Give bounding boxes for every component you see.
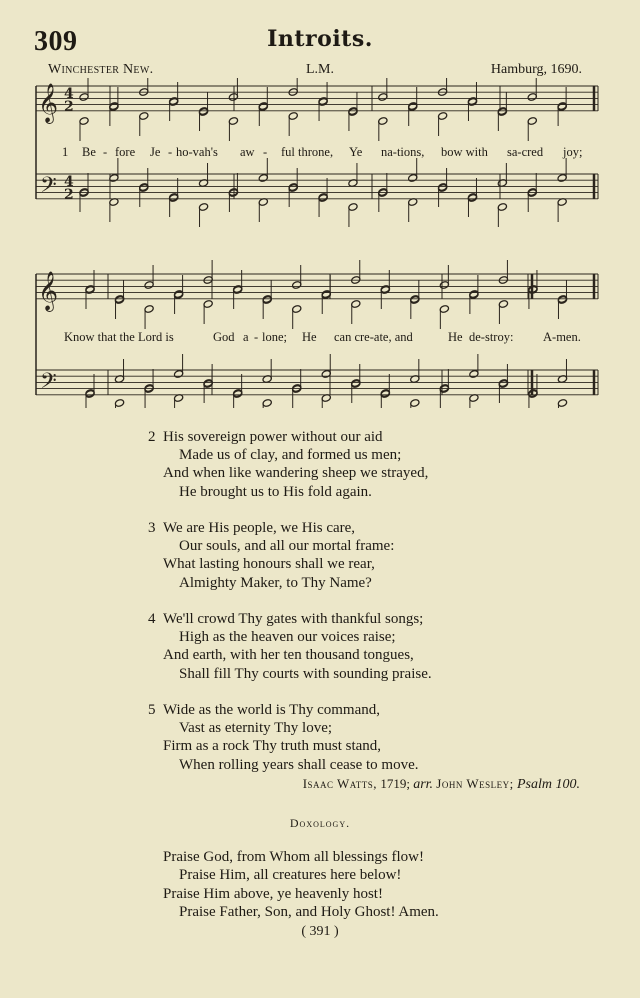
lyric-syllable: sa-cred: [507, 145, 544, 159]
composer: Hamburg, 1690.: [490, 62, 582, 77]
lyric-syllable: Ye: [349, 145, 363, 159]
lyric-syllable: Be: [82, 145, 96, 159]
time-signature-top: 4: [64, 86, 74, 102]
doxology-line: Praise Him above, ye heavenly host!: [163, 885, 383, 902]
time-signature-top: 4: [64, 174, 74, 190]
hymn-number: 309: [34, 26, 78, 57]
verse-3: [148, 519, 394, 592]
verse-line: Wide as the world is Thy command,: [163, 702, 380, 718]
lyric-syllable: lone;: [262, 330, 287, 344]
psalm-reference: Psalm 100.: [517, 777, 580, 792]
bass-clef: 𝄢: [40, 369, 57, 399]
lyric-syllable: joy;: [563, 145, 583, 159]
lyric-syllable: Je: [150, 145, 161, 159]
verse-line: And earth, with her ten thousand tongues,: [163, 647, 414, 664]
verse-line: We'll crowd Thy gates with thankful songs;: [163, 611, 424, 627]
lyric-syllable: He: [448, 330, 463, 344]
doxology: [163, 848, 439, 922]
treble-clef: 𝄞: [38, 83, 59, 123]
lyric-syllable: de-stroy:: [469, 330, 514, 344]
lyric-syllable: aw: [240, 145, 255, 159]
lyric-syllable: A-men.: [543, 330, 581, 344]
doxology-line: Praise Him, all creatures here below!: [179, 867, 402, 884]
verse-number: 3: [148, 520, 156, 536]
author-year: 1719;: [380, 776, 410, 791]
verse-line: Our souls, and all our mortal frame:: [179, 538, 395, 555]
lyric-syllable: fore: [115, 145, 136, 159]
lyric-syllable: na-tions,: [381, 145, 425, 159]
meter: L.M.: [306, 62, 334, 77]
lyric-syllable: a: [243, 330, 249, 344]
verse-line: High as the heaven our voices raise;: [179, 629, 396, 646]
author-credit: [303, 776, 580, 793]
verse-line: Firm as a rock Thy truth must stand,: [163, 738, 382, 755]
verse-line: Almighty Maker, to Thy Name?: [179, 574, 372, 591]
lyric-syllable: 1: [62, 145, 69, 159]
lyric-syllable: -: [103, 145, 108, 159]
verse-2: [148, 428, 428, 501]
verse-line: We are His people, we His care,: [163, 520, 356, 536]
verse-line: What lasting honours shall we rear,: [163, 556, 375, 573]
doxology-title: Doxology.: [289, 816, 351, 830]
verse-line: And when like wandering sheep we strayed,: [163, 465, 429, 482]
verse-line: Made us of clay, and formed us men;: [179, 447, 402, 464]
lyric-syllable: ful throne,: [281, 145, 334, 159]
time-signature-bottom: 2: [64, 187, 74, 203]
verse-line: His sovereign power without our aid: [163, 429, 383, 445]
lyric-syllable: can cre-ate, and: [334, 330, 413, 344]
lyric-syllable: -: [168, 145, 173, 159]
verse-line: When rolling years shall cease to move.: [179, 756, 419, 773]
verse-4: [148, 610, 432, 683]
lyric-syllable: -: [254, 330, 259, 344]
verse-line: Shall fill Thy courts with sounding praise.: [179, 665, 432, 682]
verse-number: 5: [148, 702, 156, 718]
bass-clef: 𝄢: [40, 173, 57, 203]
author-name: Isaac Watts,: [302, 776, 378, 791]
tune-name: Winchester New.: [48, 62, 154, 77]
arranged-abbrev: arr.: [413, 777, 434, 792]
doxology-line: Praise Father, Son, and Holy Ghost! Amen.: [179, 904, 439, 921]
treble-clef: 𝄞: [38, 271, 59, 311]
verse-line: Vast as eternity Thy love;: [179, 720, 333, 737]
lyric-syllable: Know that the Lord is: [64, 330, 174, 344]
verse-line: He brought us to His fold again.: [179, 483, 372, 500]
doxology-line: Praise God, from Whom all blessings flow!: [163, 849, 424, 865]
section-title: Introits.: [267, 26, 373, 52]
arranger-name: John Wesley;: [436, 776, 514, 791]
verse-number: 4: [148, 611, 156, 627]
page-number: ( 391 ): [301, 924, 339, 939]
time-signature-bottom: 2: [64, 99, 74, 115]
lyric-syllable: bow with: [441, 145, 488, 159]
lyric-syllable: -: [263, 145, 268, 159]
lyric-syllable: He: [302, 330, 317, 344]
lyric-syllable: God: [213, 330, 235, 344]
verse-number: 2: [148, 429, 156, 445]
lyric-syllable: ho-vah's: [176, 145, 218, 159]
verse-5: [148, 701, 419, 774]
